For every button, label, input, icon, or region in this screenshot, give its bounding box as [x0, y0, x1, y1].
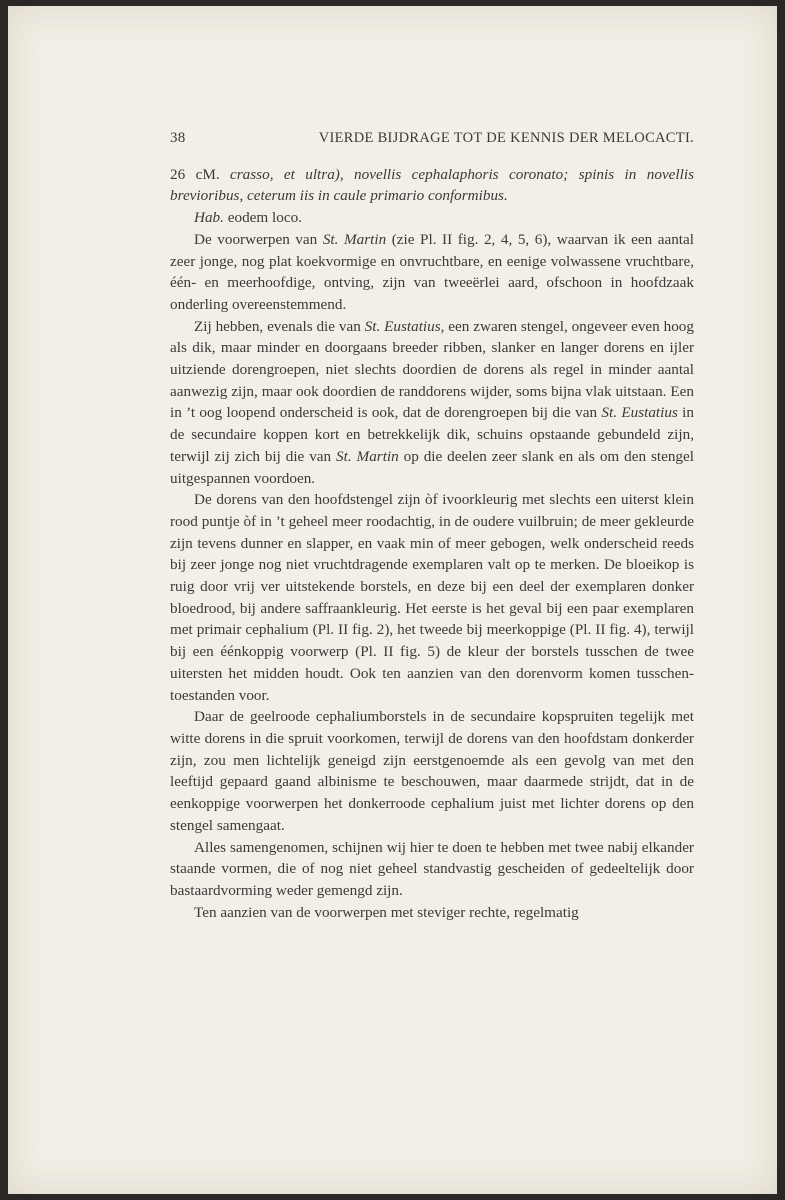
p1-text-a: De voorwerpen van — [194, 230, 323, 248]
page-number: 38 — [170, 130, 186, 146]
running-title: VIERDE BIJDRAGE TOT DE KENNIS DER MELOCACTI. — [318, 130, 694, 146]
hab-label: Hab. — [194, 209, 224, 227]
p1-locality: St. Martin — [322, 230, 387, 248]
paragraph-6: Ten aanzien van de voorwerpen met steviger rechte, regelmatig — [194, 903, 579, 921]
page-text — [170, 128, 694, 923]
p2-locality-3: St. Martin — [336, 447, 399, 465]
paragraph-4: Daar de geelroode cephaliumborstels in de secundaire kopspruiten tegelijk met witte dorens in die spruit voorkomen, terwijl de dorens van den hoofdstam donkerder zijn, zou men lichtelijk geneigd zijn eerstgenoemde als een gevolg van met den leeftijd gepaard gaand albinisme te beschouwen, maar daarmede strijdt, dat in de eenkoppige voorwerpen het donkerroode cephalium juist met lichter dorens op den stengel samengaat. — [170, 708, 694, 834]
latin-description: crasso, et ultra), novellis cephalaphoris coronato; spinis in novellis brevioribus, ceterum iis in caule primario conformibus. — [170, 165, 694, 205]
p2-text-c: in de secundaire koppen kort en betrekkelijk dik, schuins opstaande gebundeld zijn, terwijl zij zich bij die van — [170, 404, 694, 465]
habitat-line — [170, 207, 694, 229]
book-page — [8, 6, 777, 1194]
p2-locality-2: St. Eustatius — [601, 404, 678, 422]
p1-text-b: (zie Pl. II fig. 2, 4, 5, 6), waarvan ik een aantal zeer jonge, nog plat koekvormige en onvruchtbare, en eenige volwassene vruchtbare, één- en meerhoofdige, ontving, zijn van tweeërlei aard, ofschoon in hoofdzaak onderling overeenstemmend. — [170, 230, 694, 313]
paragraph-3: De dorens van den hoofdstengel zijn òf ivoorkleurig met slechts een uiterst klein rood puntje òf in ’t geheel meer roodachtig, in de oudere vuilbruin; de meer gekleurde zijn tevens dunner en slapper, en vaak min of meer gebogen, welk onderscheid reeds bij zeer jonge nog niet vruchtdragende exemplaren valt op te merken. De bloeikop is ruig door vrij ver uitstekende borstels, en deze bij een deel der exemplaren donker bloedrood, bij andere saffraankleurig. Het eerste is het geval bij een paar exemplaren met primair cephalium (Pl. II fig. 2), het tweede bij meerkoppige (Pl. II fig. 4), terwijl bij een éénkoppig voorwerp (Pl. II fig. 5) de kleur der borstels tusschen de twee uitersten het midden houdt. Ook ten aanzien van den dorenvorm komen tusschen-toestanden voor. — [170, 491, 694, 704]
p2-text-d: op die deelen zeer slank en als om den stengel uitgespannen voordoen. — [170, 447, 694, 487]
measure-text: 26 cM. — [170, 165, 231, 183]
paragraph-1 — [170, 229, 694, 316]
paragraph-5: Alles samengenomen, schijnen wij hier te doen te hebben met twee nabij elkander staande vormen, die of nog niet geheel standvastig gescheiden of gedeeltelijk door bastaardvorming weder gemengd zijn. — [170, 838, 694, 899]
p2-text-a: Zij hebben, evenals die van — [194, 317, 365, 335]
paragraph-2 — [170, 316, 694, 490]
running-header — [170, 128, 694, 150]
continuation-paragraph — [170, 164, 694, 207]
p2-text-b: , een zwaren stengel, ongeveer even hoog als dik, maar minder en doorgaans breeder ribben, slanker en langer dorens en ijler uitziende dorengroepen, niet slechts doordien de dorens als regel in minder aantal aanwezig zijn, maar ook doordien de randdorens wijder, soms bijna vlak uitstaan. Een in ’t oog loopend onderscheid is ook, dat de dorengroepen bij die van — [170, 317, 694, 422]
hab-text: eodem loco. — [223, 209, 302, 227]
p2-locality-1: St. Eustatius — [364, 317, 441, 335]
